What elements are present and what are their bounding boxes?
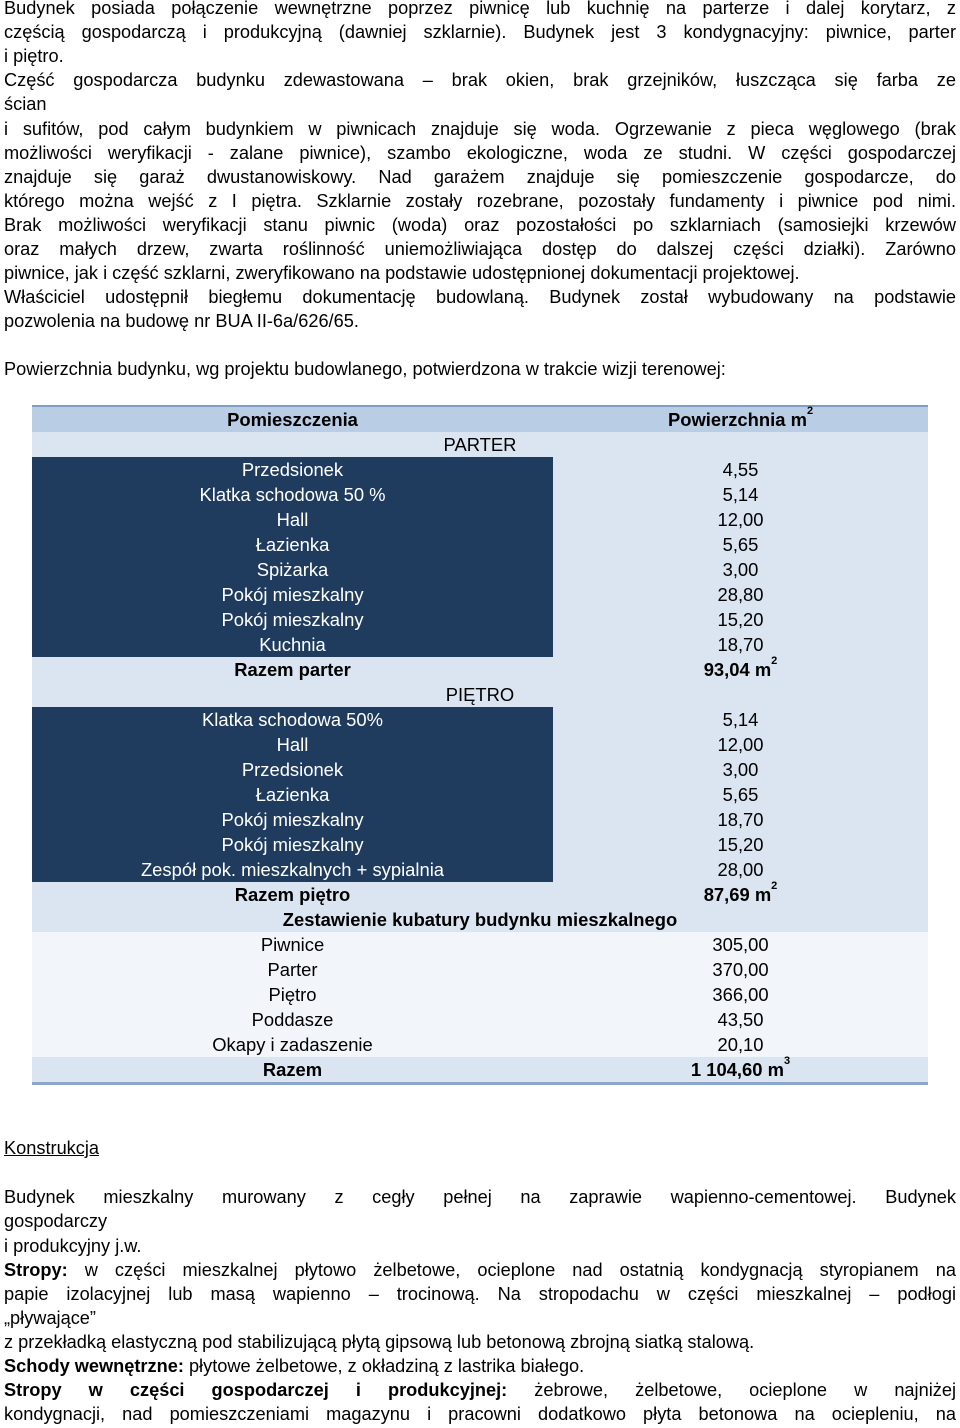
table-row: Piętro 366,00 (32, 982, 928, 1007)
intro-line: i sufitów, pod całym budynkiem w piwnicach znajduje się woda. Ogrzewanie z pieca węglowego (brak (4, 119, 956, 139)
intro-line: i piętro. (4, 46, 64, 66)
intro-line: Brak możliwości weryfikacji stanu piwnic (woda) oraz pozostałości po szklarniach (samosiejki krzewów (4, 215, 956, 235)
schody-text: płytowe żelbetowe, z okładziną z lastrika białego. (183, 1356, 585, 1376)
intro-line: ścian (4, 94, 47, 114)
intro-line: możliwości weryfikacji - zalane piwnice), szambo ekologiczne, woda ze studni. W części gospodarczej (4, 143, 956, 163)
table-row: Klatka schodowa 50% 5,14 (32, 707, 928, 732)
table-row: Łazienka 5,65 (32, 532, 928, 557)
stropy-line: papie izolacyjnej lub masą wapienno – trocinową. Na stropodachu w części mieszkalnej – podłogi (4, 1284, 956, 1304)
table-row: Pokój mieszkalny 28,80 (32, 582, 928, 607)
construction-line: i produkcyjny j.w. (4, 1236, 142, 1256)
intro-line: znajduje się garaż dwustanowiskowy. Nad garażem znajduje się pomieszczenie gospodarcze, do (4, 167, 956, 187)
table-row: Klatka schodowa 50 % 5,14 (32, 482, 928, 507)
section-row-parter (32, 432, 928, 457)
table-row: Okapy i zadaszenie 20,10 (32, 1032, 928, 1057)
schody-line (4, 1354, 584, 1378)
table-row: Łazienka 5,65 (32, 782, 928, 807)
stropy2-line: kondygnacji, nad pomieszczeniami magazynu i pracowni dodatkowo płyta betonowa na ociepleniu, na (4, 1404, 956, 1424)
total-row-kubatura: Razem 1 104,60 $m^3$ (32, 1057, 928, 1084)
stropy-line: z przekładką elastyczną pod stabilizującą płytą gipsową lub betonową zbrojną siatką stalową. (4, 1332, 755, 1352)
construction-line: gospodarczy (4, 1211, 108, 1231)
schody-label: Schody wewnętrzne: (4, 1356, 184, 1376)
section-title: Zestawienie kubatury budynku mieszkalnego (32, 907, 928, 932)
intro-line: piwnice, jak i część szklarni, zweryfikowano na podstawie udostępnionej dokumentacji projektowej. (4, 263, 800, 283)
table-row: Kuchnia 18,70 (32, 632, 928, 657)
section-row-pietro (32, 682, 928, 707)
stropy2-text: żebrowe, żelbetowe, ocieplone w najniżej (507, 1380, 956, 1400)
table-row: Spiżarka 3,00 (32, 557, 928, 582)
table-row: Zespół pok. mieszkalnych + sypialnia 28,00 (32, 857, 928, 882)
intro-line: oraz małych drzew, zwarta roślinność uniemożliwiająca dostęp do dalszej części działki). Zarówno (4, 239, 956, 259)
header-area: Powierzchnia $m^2$ (553, 406, 928, 432)
table-row: Pokój mieszkalny 15,20 (32, 607, 928, 632)
construction-line: Budynek mieszkalny murowany z cegły pełnej na zaprawie wapienno-cementowej. Budynek (4, 1187, 956, 1207)
table-row: Przedsionek 4,55 (32, 457, 928, 482)
stropy-label: Stropy: (4, 1260, 68, 1280)
table-row: Parter 370,00 (32, 957, 928, 982)
intro-line: Właściciel udostępnił biegłemu dokumentację budowlaną. Budynek został wybudowany na podstawie (4, 287, 956, 307)
construction-heading: Konstrukcja (4, 1138, 100, 1158)
stropy2-line (4, 1378, 956, 1402)
area-table (32, 405, 928, 1085)
section-row-kubatura (32, 907, 928, 932)
total-row-pietro: Razem piętro 87,69 $m^2$ (32, 882, 928, 907)
table-row: Pokój mieszkalny 18,70 (32, 807, 928, 832)
table-row: Przedsionek 3,00 (32, 757, 928, 782)
table-header-row (32, 406, 928, 432)
stropy-line: „pływające” (4, 1308, 96, 1328)
table-row: Poddasze 43,50 (32, 1007, 928, 1032)
intro-line: którego można wejść z I piętra. Szklarnie zostały rozebrane, pozostały fundamenty i piwnice pod nimi. (4, 191, 956, 211)
table-row: Hall 12,00 (32, 732, 928, 757)
intro-line: częścią gospodarczą i produkcyjną (dawniej szklarnie). Budynek jest 3 kondygnacyjny: piwnice, parter (4, 22, 956, 42)
table-row: Hall 12,00 (32, 507, 928, 532)
intro-line: Część gospodarcza budynku zdewastowana – brak okien, brak grzejników, łuszcząca się farba ze (4, 70, 956, 90)
table-row: Piwnice 305,00 (32, 932, 928, 957)
section-title: PARTER (32, 432, 928, 457)
intro-line: Budynek posiada połączenie wewnętrzne poprzez piwnicę lub kuchnię na parterze i dalej korytarz, z (4, 0, 956, 18)
stropy-text: w części mieszkalnej płytowo żelbetowe, ocieplone nad ostatnią kondygnacją styropianem na (67, 1260, 956, 1280)
stropy2-label: Stropy w części gospodarczej i produkcyjnej: (4, 1380, 508, 1400)
header-rooms: Pomieszczenia (32, 406, 553, 432)
intro-line: pozwolenia na budowę nr BUA II-6a/626/65. (4, 311, 359, 331)
stropy-line (4, 1258, 956, 1282)
total-row-parter: Razem parter 93,04 $m^2$ (32, 657, 928, 682)
section-title: PIĘTRO (32, 682, 928, 707)
table-row: Pokój mieszkalny 15,20 (32, 832, 928, 857)
surface-intro: Powierzchnia budynku, wg projektu budowlanego, potwierdzona w trakcie wizji terenowej: (4, 359, 726, 379)
